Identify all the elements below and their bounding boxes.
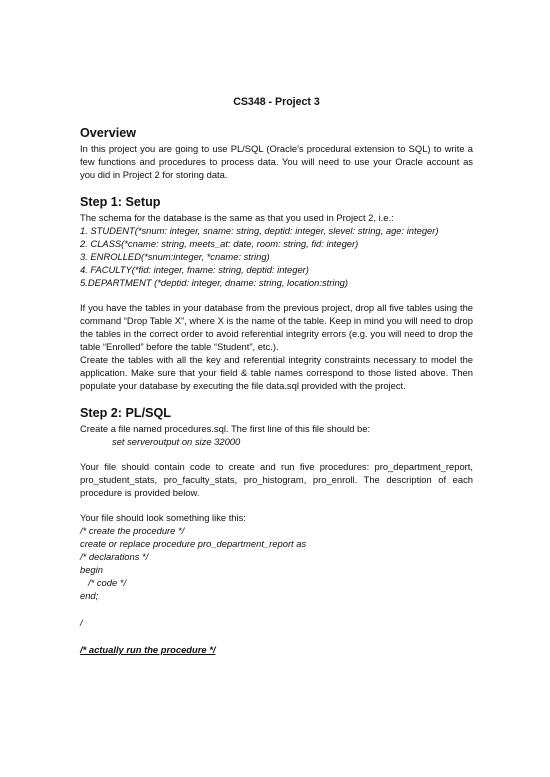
drop-tables-paragraph: If you have the tables in your database from the previous project, drop all five tables using the command “Drop Table X”, where X is the name of the table. Keep in mind you will need to drop the tables in the correct order to avoid referential integrity errors (e.g. you will need to drop the table “Enrolled” before the table “Student”, etc.). bbox=[80, 302, 473, 352]
code-line-begin: begin bbox=[80, 564, 103, 575]
code-line-end: end; bbox=[80, 590, 99, 601]
schema-item-department: 5.DEPARTMENT (*deptid: integer, dname: string, location:string) bbox=[80, 277, 348, 288]
step2-intro: Create a file named procedures.sql. The first line of this file should be: bbox=[80, 423, 371, 434]
code-line-comment-declarations: /* declarations */ bbox=[80, 551, 149, 562]
step1-intro: The schema for the database is the same as that you used in Project 2, i.e.: bbox=[80, 212, 394, 223]
schema-item-student: 1. STUDENT(*snum: integer, sname: string, deptid: integer, slevel: string, age: integer) bbox=[80, 225, 439, 236]
step2-heading: Step 2: PL/SQL bbox=[80, 406, 171, 420]
run-procedure-comment: /* actually run the procedure */ bbox=[80, 644, 216, 655]
overview-paragraph: In this project you are going to use PL/SQL (Oracle's procedural extension to SQL) to write a few functions and procedures to process data. You will need to use your Oracle account as you did in Project 2 for storing data. bbox=[80, 143, 473, 180]
code-example bbox=[80, 524, 473, 602]
create-tables-paragraph: Create the tables with all the key and referential integrity constraints necessary to model the application. Make sure that your field & table names correspond to those listed above. Then populate your database by executing the file data.sql provided with the project. bbox=[80, 354, 473, 391]
code-line-comment-create: /* create the procedure */ bbox=[80, 525, 185, 536]
code-line-slash: / bbox=[80, 617, 83, 628]
schema-list bbox=[80, 224, 473, 289]
code-line-comment-code: /* code */ bbox=[88, 577, 127, 588]
procedures-paragraph: Your file should contain code to create and run five procedures: pro_department_report, pro_student_stats, pro_faculty_stats, pro_histogram, pro_enroll. The description of each procedure is provided below. bbox=[80, 461, 473, 498]
schema-item-enrolled: 3. ENROLLED(*snum:integer, *cname: string) bbox=[80, 251, 270, 262]
document-page bbox=[80, 96, 473, 656]
schema-item-faculty: 4. FACULTY(*fid: integer, fname: string, deptid: integer) bbox=[80, 264, 309, 275]
document-title: CS348 - Project 3 bbox=[233, 96, 320, 108]
overview-heading: Overview bbox=[80, 126, 137, 140]
file-example-intro: Your file should look something like this: bbox=[80, 512, 246, 523]
step1-heading: Step 1: Setup bbox=[80, 195, 161, 209]
schema-item-class: 2. CLASS(*cname: string, meets_at: date, room: string, fid: integer) bbox=[80, 238, 359, 249]
serveroutput-code: set serveroutput on size 32000 bbox=[112, 436, 241, 447]
code-line-create-procedure: create or replace procedure pro_department_report as bbox=[80, 538, 307, 549]
